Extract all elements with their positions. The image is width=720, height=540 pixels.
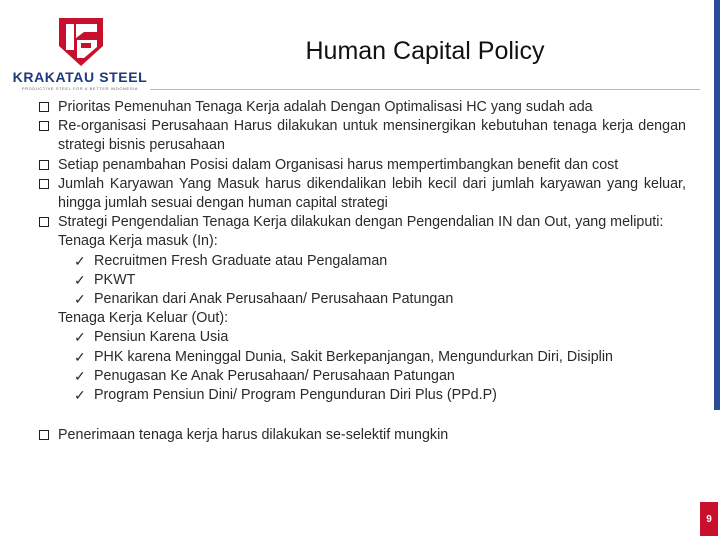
bullet-text: Setiap penambahan Posisi dalam Organisasi harus mempertimbangkan benefit dan cost <box>58 156 619 173</box>
page-number-badge: 9 <box>700 502 718 536</box>
bullet-text: Re-organisasi Perusahaan Harus dilakukan untuk mensinergikan kebutuhan tenaga kerja dengan strategi bisnis perusahaan <box>58 118 686 154</box>
checkmark-icon: ✓ <box>74 252 86 269</box>
bullet-text: Strategi Pengendalian Tenaga Kerja dilakukan dengan Pengendalian IN dan Out, yang meliputi: <box>58 214 664 231</box>
bullet-text: Prioritas Pemenuhan Tenaga Kerja adalah Dengan Optimalisasi HC yang sudah ada <box>58 99 593 115</box>
header-divider <box>150 89 700 90</box>
square-bullet-icon <box>39 121 49 131</box>
right-accent-bar <box>714 0 720 410</box>
in-check-item <box>38 252 686 271</box>
in-item-text: PKWT <box>94 271 136 288</box>
bullet-text: Penerimaan tenaga kerja harus dilakukan se-selektif mungkin <box>58 427 449 444</box>
out-check-item <box>38 328 686 347</box>
bullet-text: Jumlah Karyawan Yang Masuk harus dikendalikan lebih kecil dari jumlah karyawan yang keluar, hingga jumlah sesuai dengan human capital strategi <box>58 175 686 212</box>
in-check-item <box>38 290 686 309</box>
checkmark-icon: ✓ <box>74 367 86 384</box>
square-bullet-icon <box>39 179 49 189</box>
spacer <box>38 405 686 426</box>
out-item-text: Penugasan Ke Anak Perusahaan/ Perusahaan Patungan <box>94 367 455 384</box>
checkmark-icon: ✓ <box>74 271 86 288</box>
bullet-item <box>38 117 686 155</box>
checkmark-icon: ✓ <box>74 387 86 404</box>
page-title: Human Capital Policy <box>305 37 545 65</box>
square-bullet-icon <box>39 430 49 440</box>
out-item-text: Program Pensiun Dini/ Program Pengunduran Diri Plus (PPd.P) <box>94 387 497 404</box>
krakatau-steel-emblem-icon <box>57 16 105 68</box>
bullet-item <box>38 98 686 117</box>
square-bullet-icon <box>39 102 49 112</box>
out-check-item <box>38 386 686 405</box>
bullet-item <box>38 156 686 175</box>
logo-tagline: PRODUCTIVE STEEL FOR A BETTER INDONESIA <box>21 86 139 91</box>
krakatau-steel-logo <box>10 14 150 92</box>
in-section-heading: Tenaga Kerja masuk (In): <box>58 233 218 250</box>
bullet-item <box>38 426 686 445</box>
checkmark-icon: ✓ <box>74 291 86 308</box>
out-item-text: PHK karena Meninggal Dunia, Sakit Berkepanjangan, Mengundurkan Diri, Disiplin <box>94 348 613 365</box>
in-check-item <box>38 271 686 290</box>
policy-content <box>38 98 686 445</box>
out-check-item <box>38 367 686 386</box>
checkmark-icon: ✓ <box>74 348 86 365</box>
in-item-text: Penarikan dari Anak Perusahaan/ Perusahaan Patungan <box>94 291 454 308</box>
out-item-text: Pensiun Karena Usia <box>94 329 229 346</box>
bullet-item <box>38 213 686 232</box>
checkmark-icon: ✓ <box>74 329 86 346</box>
out-section-heading: Tenaga Kerja Keluar (Out): <box>58 310 229 327</box>
out-check-item <box>38 348 686 367</box>
in-item-text: Recruitmen Fresh Graduate atau Pengalaman <box>94 252 388 269</box>
square-bullet-icon <box>39 160 49 170</box>
bullet-item <box>38 175 686 213</box>
logo-brand-name: KRAKATAU STEEL <box>12 69 148 85</box>
square-bullet-icon <box>39 217 49 227</box>
